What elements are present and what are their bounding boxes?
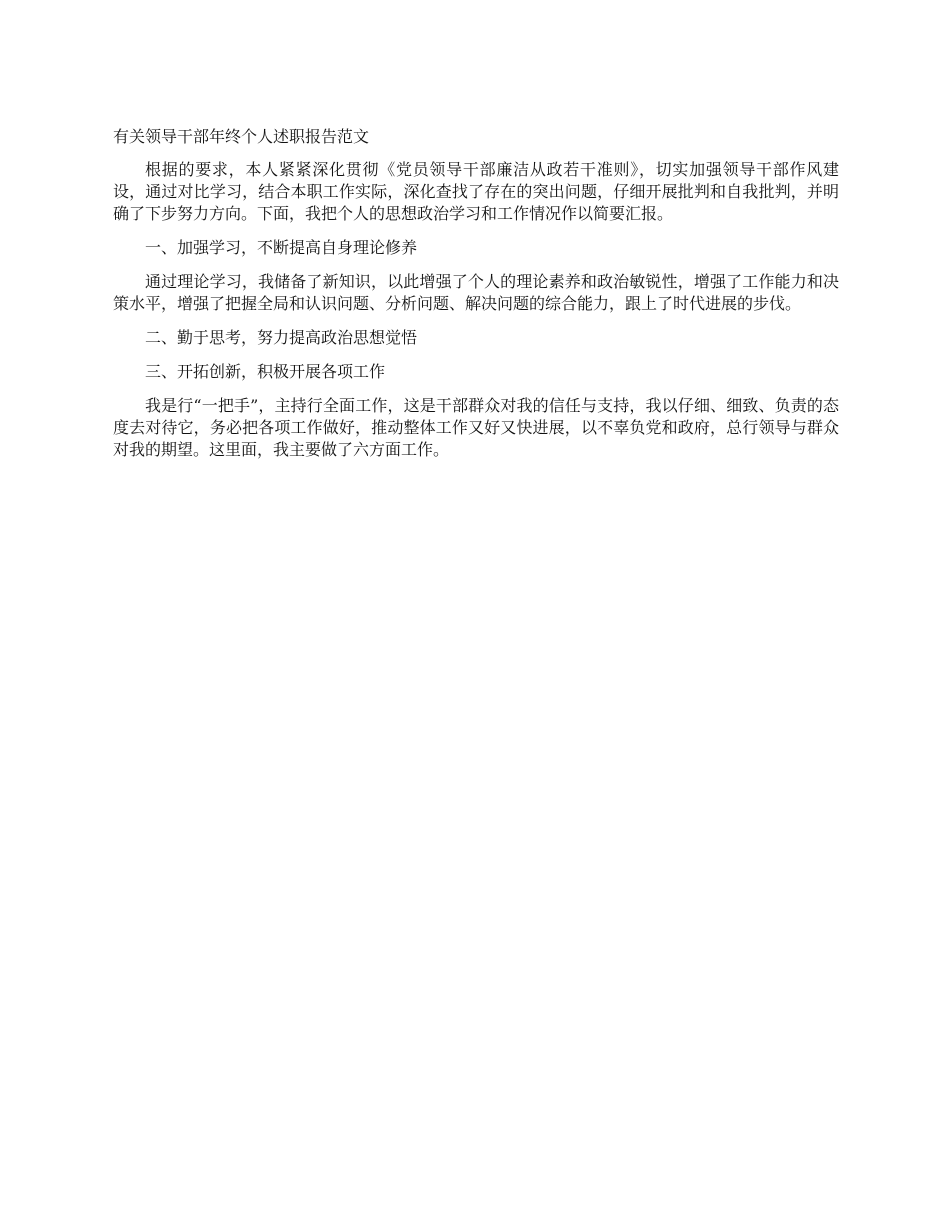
section-1-paragraph: 通过理论学习，我储备了新知识，以此增强了个人的理论素养和政治敏锐性，增强了工作能力和决策水平，增强了把握全局和认识问题、分析问题、解决问题的综合能力，跟上了时代进展的步伐。 <box>113 272 839 313</box>
section-heading-1: 一、加强学习，不断提高自身理论修养 <box>145 238 418 257</box>
document-title: 有关领导干部年终个人述职报告范文 <box>113 127 370 146</box>
section-heading-2: 二、勤于思考，努力提高政治思想觉悟 <box>145 328 418 347</box>
document-page <box>113 126 839 473</box>
intro-paragraph: 根据的要求，本人紧紧深化贯彻《党员领导干部廉洁从政若干准则》，切实加强领导干部作风建设，通过对比学习，结合本职工作实际，深化查找了存在的突出问题，仔细开展批判和自我批判，并明确了下步努力方向。下面，我把个人的思想政治学习和工作情况作以简要汇报。 <box>113 160 839 223</box>
section-heading-3: 三、开拓创新，积极开展各项工作 <box>145 362 386 381</box>
section-3-paragraph: 我是行“一把手”，主持行全面工作，这是干部群众对我的信任与支持，我以仔细、细致、负责的态度去对待它，务必把各项工作做好，推动整体工作又好又快进展，以不辜负党和政府，总行领导与群众对我的期望。这里面，我主要做了六方面工作。 <box>113 396 839 459</box>
